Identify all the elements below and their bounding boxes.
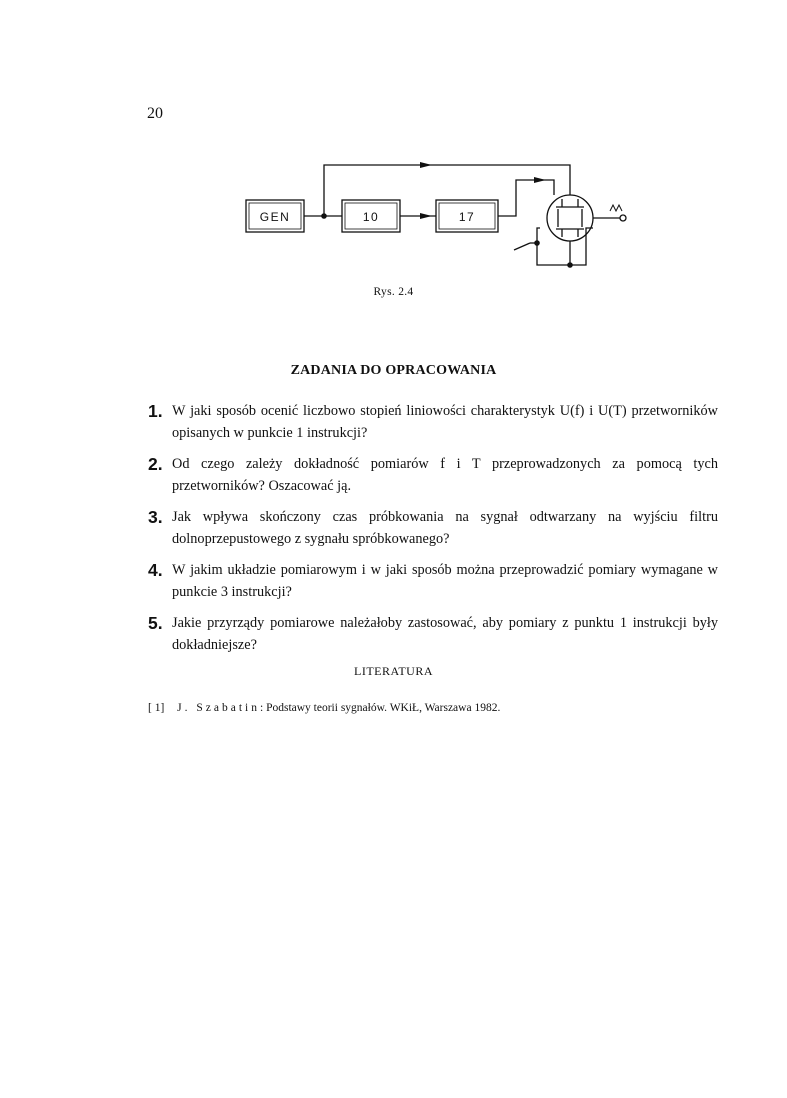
task-text: W jakim układzie pomiarowym i w jaki sposób można przeprowadzić pomiary wymagane w punkcie 3 instrukcji? (172, 562, 718, 600)
reference-item (148, 702, 500, 714)
figure-caption: Rys. 2.4 (373, 286, 414, 298)
task-list (148, 400, 718, 665)
reference-author: J. Szabatin (177, 702, 260, 714)
task-text: Jakie przyrządy pomiarowe należałoby zastosować, aby pomiary z punktu 1 instrukcji były dokładniejsze? (172, 615, 718, 653)
task-number: 2. (148, 454, 163, 474)
block-17-label: 17 (458, 210, 476, 224)
task-item (148, 400, 718, 444)
task-text: W jaki sposób ocenić liczbowo stopień liniowości charakterystyk U(f) i U(T) przetworników opisanych w punkcie 1 instrukcji? (172, 403, 718, 441)
task-text: Od czego zależy dokładność pomiarów f i T przeprowadzonych za pomocą tych przetworników? Oszacować ją. (172, 456, 718, 494)
reference-title: : Podstawy teorii sygnałów. WKiŁ, Warszawa 1982. (260, 702, 501, 714)
task-item (148, 453, 718, 497)
page-number: 20 (147, 105, 163, 122)
task-item (148, 506, 718, 550)
task-number: 4. (148, 560, 163, 580)
section-title: ZADANIA DO OPRACOWANIA (290, 363, 497, 378)
reference-number: [ 1] (148, 702, 165, 714)
task-number: 3. (148, 507, 163, 527)
task-number: 5. (148, 613, 163, 633)
task-text: Jak wpływa skończony czas próbkowania na sygnał odtwarzany na wyjściu filtru dolnoprzepustowego z sygnału spróbkowanego? (172, 509, 718, 547)
task-number: 1. (148, 401, 163, 421)
block-10-label: 10 (362, 210, 380, 224)
gen-label: GEN (259, 210, 291, 224)
block-diagram (240, 155, 640, 280)
task-item (148, 559, 718, 603)
literature-title: LITERATURA (354, 664, 433, 678)
task-item (148, 612, 718, 656)
